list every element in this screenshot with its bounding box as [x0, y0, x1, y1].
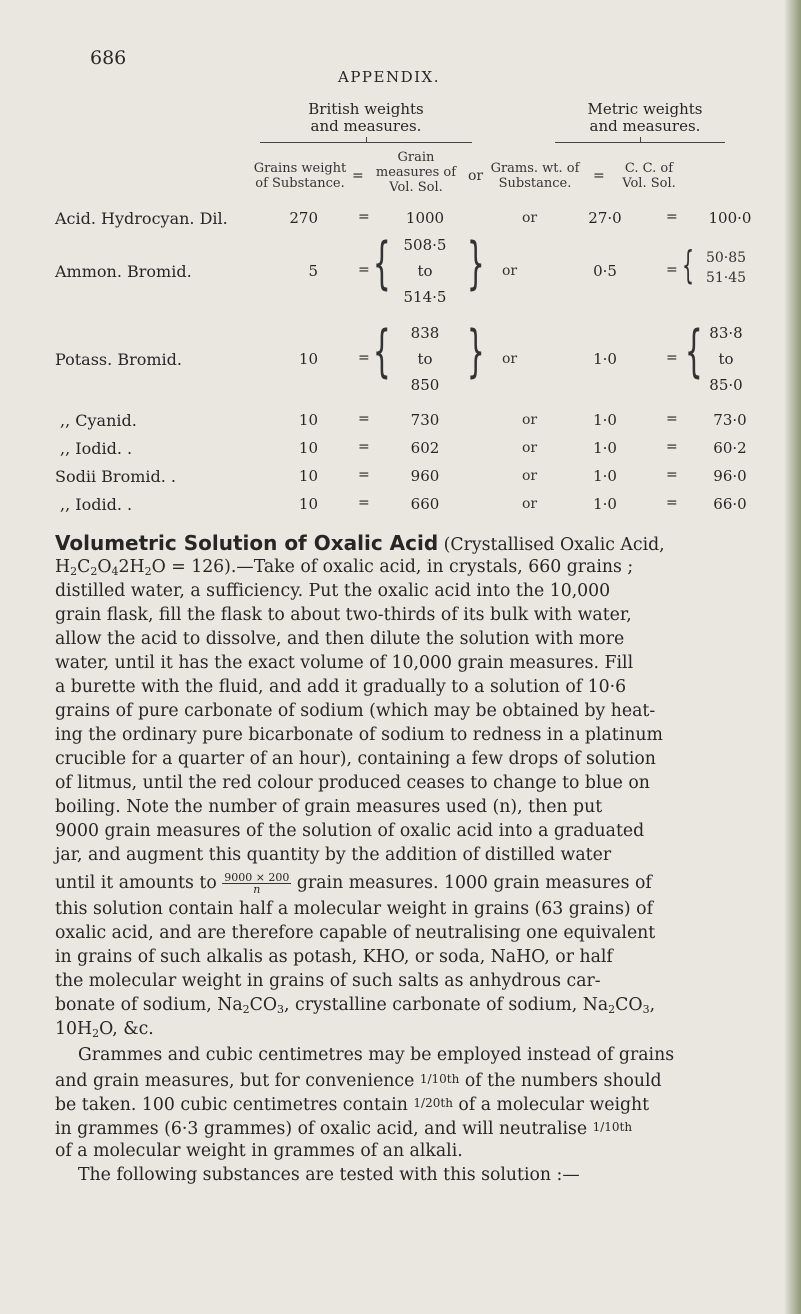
substance-name: ,, Iodid. . [60, 495, 133, 514]
grains-weight: 10 [298, 495, 318, 513]
running-head: APPENDIX. [338, 68, 440, 86]
group-heading-metric: Metric weights and measures. [587, 100, 703, 135]
fraction: $\frac{9000 \times 200}{n}$ [224, 871, 290, 896]
equals-sign: = [358, 439, 370, 455]
group-brace-metric [555, 142, 725, 153]
right-brace: } [466, 319, 485, 384]
cc-volume: 66·0 [713, 495, 747, 513]
grain-measures: 960 [410, 467, 440, 485]
or-word: or [522, 440, 538, 456]
paragraph-line: the molecular weight in grains of such salts as anhydrous car- [55, 971, 601, 991]
paragraph-line: this solution contain half a molecular weight in grains (63 grains) of [55, 899, 653, 919]
paragraph-line: in grammes (6·3 grammes) of oxalic acid, and will neutralise 1/10th [55, 1119, 633, 1139]
equals-sign: = [666, 262, 678, 278]
equals-sign: = [358, 495, 370, 511]
paragraph-line: grains of pure carbonate of sodium (which may be obtained by heat- [55, 701, 656, 721]
cc-volume: 60·2 [713, 439, 747, 457]
or-word: or [522, 468, 538, 484]
paragraph-line: be taken. 100 cubic centimetres contain 1/20th of a molecular weight [55, 1095, 650, 1115]
grams-weight: 1·0 [593, 495, 617, 513]
substance-name: Sodii Bromid. . [55, 467, 176, 486]
grain-measures: 602 [410, 439, 440, 457]
range-to: to [417, 350, 433, 368]
grams-weight: 0·5 [593, 262, 617, 280]
grams-weight: 1·0 [593, 439, 617, 457]
grams-weight: 1·0 [593, 350, 617, 368]
grain-measures: 1000 [405, 209, 445, 227]
equals-sign: = [358, 350, 370, 366]
equals-sign: = [666, 350, 678, 366]
grains-weight: 10 [298, 467, 318, 485]
equals-sign: = [666, 467, 678, 483]
equals-sign: = [358, 411, 370, 427]
equals-sign: = [666, 209, 678, 225]
left-brace: { [684, 319, 703, 384]
paragraph-line: ing the ordinary pure bicarbonate of sodium to redness in a platinum [55, 725, 663, 745]
paragraph-line: allow the acid to dissolve, and then dilute the solution with more [55, 629, 625, 649]
grains-weight: 270 [289, 209, 318, 227]
range-to: to [718, 350, 734, 368]
equals-sign: = [358, 209, 370, 225]
substance-name: Potass. Bromid. [55, 350, 182, 369]
paragraph-line: water, until it has the exact volume of 10,000 grain measures. Fill [55, 653, 634, 673]
paragraph-line: 9000 grain measures of the solution of oxalic acid into a graduated [55, 821, 645, 841]
column-heading-grains-weight: Grains weight of Substance. [253, 161, 347, 191]
column-heading-cc: C. C. of Vol. Sol. [622, 161, 676, 191]
or-word: or [502, 263, 518, 279]
fraction-twentieth: 1/20th [413, 1096, 453, 1110]
left-brace: { [372, 319, 391, 384]
cc-volume-low: 50·85 [705, 250, 747, 266]
section-heading: Volumetric Solution of Oxalic Acid [55, 531, 439, 555]
paragraph-line: The following substances are tested with this solution :— [78, 1165, 580, 1185]
or-word: or [522, 210, 538, 226]
grain-measures-low: 508·5 [403, 236, 447, 254]
paragraph-line: distilled water, a sufficiency. Put the oxalic acid into the 10,000 [55, 581, 611, 601]
grains-weight: 10 [298, 350, 318, 368]
paragraph-line: in grains of such alkalis as potash, KHO, or soda, NaHO, or half [55, 947, 613, 967]
paragraph-line: boiling. Note the number of grain measures used (n), then put [55, 797, 603, 817]
fraction-tenth: 1/10th [419, 1072, 460, 1086]
grain-measures-low: 838 [410, 324, 440, 342]
page-number: 686 [90, 47, 127, 69]
grains-weight: 10 [298, 439, 318, 457]
header-or: or [468, 168, 484, 184]
column-heading-grams: Grams. wt. of Substance. [490, 161, 580, 191]
range-to: to [417, 262, 433, 280]
paragraph-line: Volumetric Solution of Oxalic Acid (Crystallised Oxalic Acid, [55, 531, 665, 555]
grains-weight: 5 [308, 262, 318, 280]
substance-name: ,, Iodid. . [60, 439, 133, 458]
paragraph-line: oxalic acid, and are therefore capable of neutralising one equivalent [55, 923, 656, 943]
header-equals-2: = [593, 168, 605, 184]
or-word: or [522, 412, 538, 428]
equals-sign: = [358, 467, 370, 483]
paragraph-line: a burette with the fluid, and add it gradually to a solution of 10·6 [55, 677, 627, 697]
paragraph-line: bonate of sodium, $Na_2CO_3$, crystalline carbonate of sodium, $Na_2CO_3$, [55, 995, 656, 1016]
paragraph-line: of litmus, until the red colour produced ceases to change to blue on [55, 773, 650, 793]
left-brace: { [682, 243, 695, 287]
paragraph-line: $10H_2O$, &c. [55, 1019, 154, 1040]
substance-name: Acid. Hydrocyan. Dil. [55, 209, 228, 228]
grain-measures-high: 850 [410, 376, 440, 394]
cc-volume-high: 51·45 [705, 270, 747, 286]
cc-volume: 96·0 [713, 467, 747, 485]
group-heading-british: British weights and measures. [308, 100, 424, 135]
page-edge-shadow [785, 0, 801, 1314]
grain-measures: 730 [410, 411, 440, 429]
cc-volume: 73·0 [713, 411, 747, 429]
or-word: or [502, 351, 518, 367]
equals-sign: = [666, 495, 678, 511]
cc-volume-high: 85·0 [709, 376, 743, 394]
paragraph-line: jar, and augment this quantity by the addition of distilled water [55, 845, 612, 865]
paragraph-line: of a molecular weight in grammes of an alkali. [55, 1141, 463, 1161]
cc-volume-low: 83·8 [709, 324, 743, 342]
substance-name: Ammon. Bromid. [55, 262, 192, 281]
equals-sign: = [666, 439, 678, 455]
paragraph-line: $H_2C_2O_42H_2O$ = 126).—Take of oxalic acid, in crystals, 660 grains ; [55, 557, 634, 578]
paragraph-line: and grain measures, but for convenience 1/10th of the numbers should [55, 1071, 662, 1091]
paragraph-line: crucible for a quarter of an hour), containing a few drops of solution [55, 749, 656, 769]
paragraph-line-with-fraction: until it amounts to $\frac{9000 \times 200}{n}$ grain measures. 1000 grain measures of [55, 871, 652, 896]
header-equals-1: = [352, 168, 364, 184]
left-brace: { [372, 231, 391, 296]
equals-sign: = [666, 411, 678, 427]
paragraph-line: grain flask, fill the flask to about two-thirds of its bulk with water, [55, 605, 632, 625]
column-heading-grain-measures: Grain measures of Vol. Sol. [375, 150, 457, 195]
grams-weight: 1·0 [593, 467, 617, 485]
cc-volume: 100·0 [708, 209, 752, 227]
paragraph-line: Grammes and cubic centimetres may be employed instead of grains [78, 1045, 675, 1065]
grams-weight: 27·0 [588, 209, 622, 227]
or-word: or [522, 496, 538, 512]
grain-measures: 660 [410, 495, 440, 513]
grams-weight: 1·0 [593, 411, 617, 429]
fraction-tenth: 1/10th [592, 1120, 633, 1134]
grains-weight: 10 [298, 411, 318, 429]
right-brace: } [466, 231, 485, 296]
equals-sign: = [358, 262, 370, 278]
substance-name: ,, Cyanid. [60, 411, 137, 430]
grain-measures-high: 514·5 [403, 288, 447, 306]
